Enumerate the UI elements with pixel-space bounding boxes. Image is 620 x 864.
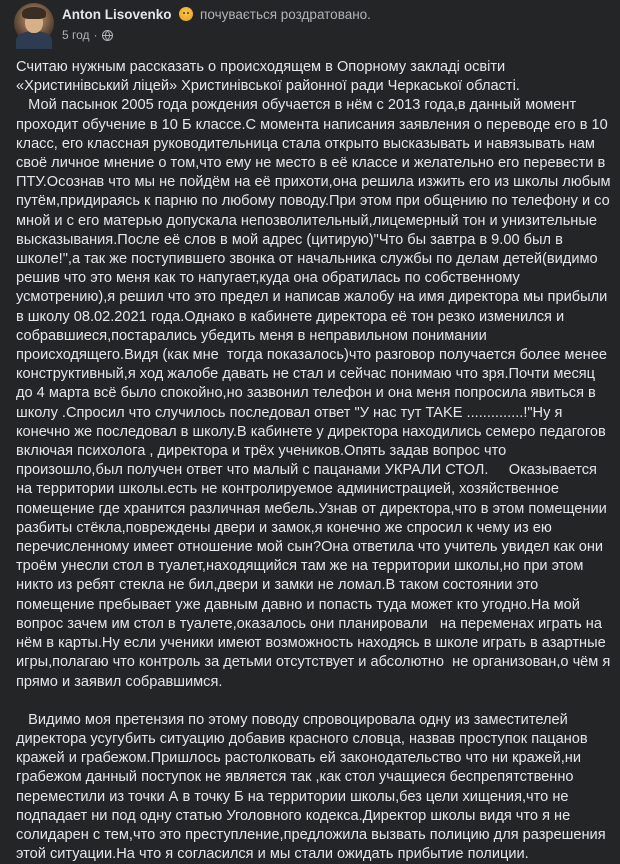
post-timestamp[interactable]: 5 год (62, 28, 90, 42)
post-paragraph-3: Видимо моя претензия по этому поводу спровоцировала одну из заместителей директора усугубить ситуацию добавив красного словца, назвав проступок пацанов кражей и грабежом.Пришлось растолковать ей законодательство что ни кражей,ни грабежом данный поступок не является так ,как стол учащиеся беспрепятственно переместили из точки А в точку Б на территории школы,без цели хищения,что не подпадает ни под одну статью Уголовного кодекса.Директор школы видя что я не солидарен с тем,что это преступление,предложила вызвать полицию для разрешения этой ситуации.На что я согласился и мы стали ожидать прибытие полиции. (16, 711, 610, 863)
post-meta (62, 2, 371, 42)
post-paragraph-1: Считаю нужным рассказать о происходящем в Опорному закладі освіти «Христинівський ліцей» Христинівської районної ради Черкаської області. (16, 59, 520, 95)
post-subline (62, 28, 371, 42)
author-avatar[interactable] (14, 3, 54, 43)
name-line (62, 7, 371, 23)
post-text (16, 58, 615, 864)
post-paragraph-2: Мой пасынок 2005 года рождения обучается в нём с 2013 года,в данный момент проходит обучение в 10 Б классе.С момента написания заявления о переводе его в 10 класс, его классная руководительница стала открыто высказывать и навязывать нам своё личное мнение о том,что ему не место в её классе и желательно его перевести в ПТУ.Осознав что мы не пойдём на её прихоти,она решила изжить его из школы любым путём,придираясь к парню по любому поводу.При этом при общению по телефону и со мной и с его матерью допускала непозволительный,лицемерный тон и унизительные высказывания.После её слов в мой адрес (цитирую)"Что бы завтра в 9.00 был в школе!",а так же поступившего звонка от начальника службы по делам детей(видимо решив что это меня как то напугает,куда она обратилась по собственному усмотрению),я решил что это предел и написав жалобу на имя директора мы прибыли в школу 08.02.2021 года.Однако в кабинете директора её тон резко изменился и собравшиеся,постарались убедить меня в неправильном понимании происходящего.Видя (как мне тогда показалось)что разговор получается более менее конструктивный,я ход жалобе давать не стал и сейчас понимаю что зря.Почти месяц до 4 марта всё было спокойно,но зазвонил телефон и она меня попросила явиться в школу .Спросил что случилось последовал ответ "У нас тут TAKE ..............!"Ну я конечно же последовал в школу.В кабинете у директора находились семеро педагогов включая психолога , директора и трёх учеников.Опять задав вопрос что произошло,был получен ответ что малый с пацанами УКРАЛИ СТОЛ. Оказывается на территории школы.есть не контролируемое администрацией, хозяйственное помещение где хранится различная мебель.Узнав от директора,что в этом помещении разбиты стёкла,повреждены двери и замок,я конечно же спросил к чему из ею перечисленному имеет отношение мой сын?Она ответила что учитель увидел как они троём унесли стол в туалет,находящийся там же на территории школы,но при этом никто из ребят стекла не бил,двери и замки не ломал.В таком состоянии это помещение пребывает уже давным давно и попасть туда может кто угодно.На мой вопрос зачем им стол в туалете,оказалось они планировали на переменах играть на нём в карты.Ну если ученики имеют возможность находясь в школе играть в азартные игры,полагаю что контроль за детьми отсутствует и абсолютно не организован,о чём я прямо и заявил собравшимся. (16, 97, 615, 690)
angry-face-icon (179, 7, 193, 21)
globe-icon[interactable] (102, 30, 113, 41)
separator-dot: · (93, 28, 98, 42)
feeling-status: почувається роздратовано. (200, 7, 371, 22)
post-header (14, 2, 371, 48)
author-name[interactable]: Anton Lisovenko (62, 7, 172, 22)
